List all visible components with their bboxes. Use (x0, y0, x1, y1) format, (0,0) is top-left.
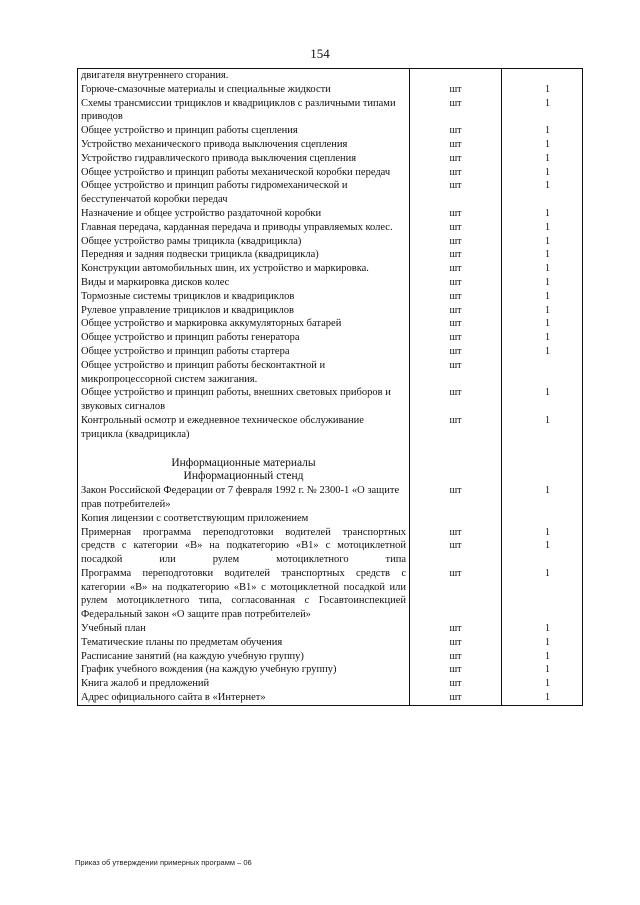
table-row (78, 414, 583, 442)
item-unit: шт (410, 317, 502, 331)
table-row (78, 262, 583, 276)
item-name: Контрольный осмотр и ежедневное техническое обслуживание трицикла (квадрицикла) (78, 414, 410, 442)
item-unit: шт (410, 207, 502, 221)
item-name: Устройство механического привода выключения сцепления (78, 138, 410, 152)
item-unit: шт (410, 304, 502, 318)
section-title: Информационные материалы (78, 457, 410, 471)
item-unit: шт (410, 677, 502, 691)
item-unit (410, 69, 502, 83)
table-row (78, 636, 583, 650)
item-qty (502, 512, 583, 526)
item-qty: 1 (502, 276, 583, 290)
table-row (78, 235, 583, 249)
item-unit: шт (410, 221, 502, 235)
item-qty: 1 (502, 691, 583, 705)
item-name: Конструкции автомобильных шин, их устройство и маркировка. (78, 262, 410, 276)
item-qty (502, 69, 583, 83)
item-unit: шт (410, 386, 502, 414)
table-row (78, 677, 583, 691)
item-name: Копия лицензии с соответствующим приложением (78, 512, 410, 526)
item-qty: 1 (502, 331, 583, 345)
item-name: Устройство гидравлического привода выключения сцепления (78, 152, 410, 166)
table-row (78, 276, 583, 290)
item-name: Общее устройство и принцип работы сцепления (78, 124, 410, 138)
item-qty: 1 (502, 221, 583, 235)
item-qty: 1 (502, 484, 583, 512)
item-qty: 1 (502, 650, 583, 664)
item-qty: 1 (502, 83, 583, 97)
table-row (78, 317, 583, 331)
item-unit: шт (410, 622, 502, 636)
item-name: Книга жалоб и предложений (78, 677, 410, 691)
item-name: Тормозные системы трициклов и квадрициклов (78, 290, 410, 304)
item-unit: шт (410, 138, 502, 152)
table-row (78, 622, 583, 636)
item-name: Горюче-смазочные материалы и специальные жидкости (78, 83, 410, 97)
item-unit: шт (410, 262, 502, 276)
item-name: Передняя и задняя подвески трицикла (квадрицикла) (78, 248, 410, 262)
item-qty: 1 (502, 636, 583, 650)
item-qty: 1 (502, 567, 583, 608)
table-row (78, 304, 583, 318)
item-name: Общее устройство и принцип работы гидромеханической и бесступенчатой коробки передач (78, 179, 410, 207)
item-name: Виды и маркировка дисков колес (78, 276, 410, 290)
table-row (78, 484, 583, 512)
item-qty: 1 (502, 179, 583, 207)
table-row (78, 221, 583, 235)
item-unit: шт (410, 97, 502, 125)
section-title-row (78, 457, 583, 471)
item-qty: 1 (502, 663, 583, 677)
table-row (78, 567, 583, 608)
item-unit: шт (410, 636, 502, 650)
item-unit: шт (410, 276, 502, 290)
item-name: Адрес официального сайта в «Интернет» (78, 691, 410, 705)
item-qty: 1 1 (502, 526, 583, 567)
item-name: Федеральный закон «О защите прав потребителей» (78, 608, 410, 622)
item-qty: 1 (502, 262, 583, 276)
item-name: Расписание занятий (на каждую учебную группу) (78, 650, 410, 664)
item-qty: 1 (502, 290, 583, 304)
item-unit (410, 512, 502, 526)
table-row (78, 526, 583, 567)
item-name: Общее устройство и принцип работы механической коробки передач (78, 166, 410, 180)
item-unit: шт шт (410, 526, 502, 567)
item-name: Назначение и общее устройство раздаточной коробки (78, 207, 410, 221)
item-unit: шт (410, 83, 502, 97)
table-row (78, 83, 583, 97)
table-row (78, 345, 583, 359)
item-unit: шт (410, 650, 502, 664)
item-name: Программа переподготовки водителей транспортных средств с категории «В» на подкатегорию «В1» с мотоциклетной посадкой или рулем мотоциклетного типа, согласованная с Госавтоинспекцией (78, 567, 410, 608)
item-unit: шт (410, 235, 502, 249)
table-row (78, 69, 583, 83)
table-row (78, 207, 583, 221)
table-row (78, 152, 583, 166)
table-row (78, 290, 583, 304)
item-unit: шт (410, 166, 502, 180)
table-row (78, 650, 583, 664)
table-row (78, 608, 583, 622)
item-qty: 1 (502, 622, 583, 636)
item-name: Примерная программа переподготовки водителей транспортных средств с категории «В» на подкатегорию «В1» с мотоциклетной посадкой или рулем мотоциклетного типа (78, 526, 410, 567)
item-qty (502, 608, 583, 622)
item-qty: 1 (502, 317, 583, 331)
item-unit: шт (410, 331, 502, 345)
table-row (78, 138, 583, 152)
table-row (78, 124, 583, 138)
item-unit: шт (410, 414, 502, 442)
item-unit: шт (410, 248, 502, 262)
item-name: Схемы трансмиссии трициклов и квадрициклов с различными типами приводов (78, 97, 410, 125)
item-qty: 1 (502, 677, 583, 691)
item-unit: шт (410, 179, 502, 207)
table-row (78, 386, 583, 414)
item-unit: шт (410, 345, 502, 359)
table-row (78, 512, 583, 526)
item-name: Учебный план (78, 622, 410, 636)
item-name: двигателя внутреннего сгорания. (78, 69, 410, 83)
item-qty: 1 (502, 166, 583, 180)
table-row (78, 97, 583, 125)
item-unit: шт (410, 359, 502, 387)
table-row (78, 248, 583, 262)
item-qty: 1 (502, 97, 583, 125)
footer-note: Приказ об утверждении примерных программ – 06 (75, 858, 252, 867)
subsection-title-row (78, 470, 583, 484)
table-row (78, 179, 583, 207)
spacer-row (78, 442, 583, 457)
subsection-title: Информационный стенд (78, 470, 410, 484)
item-name: Общее устройство и маркировка аккумуляторных батарей (78, 317, 410, 331)
item-unit: шт (410, 663, 502, 677)
item-qty: 1 (502, 235, 583, 249)
table-row (78, 166, 583, 180)
item-name: Общее устройство и принцип работы генератора (78, 331, 410, 345)
item-name: Общее устройство и принцип работы стартера (78, 345, 410, 359)
table-row (78, 359, 583, 387)
item-qty: 1 (502, 124, 583, 138)
item-name: Закон Российской Федерации от 7 февраля 1992 г. № 2300-1 «О защите прав потребителей» (78, 484, 410, 512)
item-qty: 1 (502, 248, 583, 262)
item-name: Общее устройство и принцип работы, внешних световых приборов и звуковых сигналов (78, 386, 410, 414)
item-unit: шт (410, 152, 502, 166)
item-unit: шт (410, 484, 502, 512)
item-name: Главная передача, карданная передача и приводы управляемых колес. (78, 221, 410, 235)
table-row (78, 331, 583, 345)
table-row (78, 663, 583, 677)
item-name: Общее устройство и принцип работы бесконтактной и микропроцессорной систем зажигания. (78, 359, 410, 387)
equipment-table (77, 68, 583, 706)
item-qty: 1 (502, 304, 583, 318)
item-qty: 1 (502, 345, 583, 359)
table-row (78, 691, 583, 705)
item-unit: шт (410, 567, 502, 608)
item-unit: шт (410, 124, 502, 138)
item-name: График учебного вождения (на каждую учебную группу) (78, 663, 410, 677)
item-qty: 1 (502, 152, 583, 166)
item-name: Тематические планы по предметам обучения (78, 636, 410, 650)
item-qty: 1 (502, 207, 583, 221)
item-name: Рулевое управление трициклов и квадрициклов (78, 304, 410, 318)
item-qty: 1 (502, 414, 583, 442)
item-unit (410, 608, 502, 622)
item-qty (502, 359, 583, 387)
item-qty: 1 (502, 138, 583, 152)
item-qty: 1 (502, 386, 583, 414)
page-number: 154 (310, 46, 330, 61)
item-unit: шт (410, 290, 502, 304)
item-name: Общее устройство рамы трицикла (квадрицикла) (78, 235, 410, 249)
item-unit: шт (410, 691, 502, 705)
